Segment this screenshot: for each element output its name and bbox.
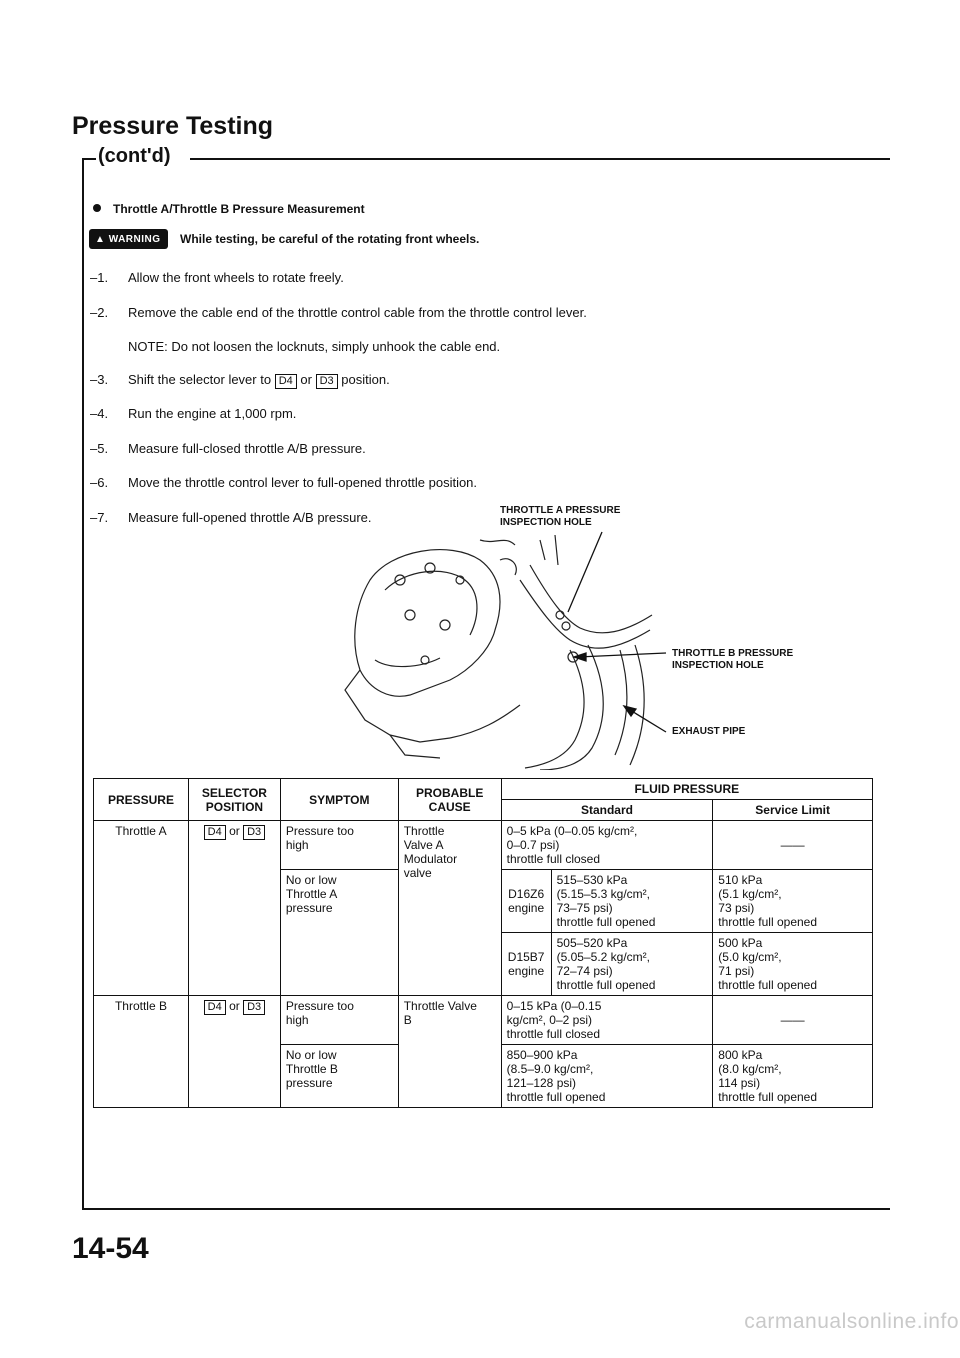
- step-7: –7. Measure full-opened throttle A/B pressure.: [90, 510, 372, 525]
- cell-standard-a1: 0–5 kPa (0–0.05 kg/cm², 0–0.7 psi) throttle full closed: [501, 821, 713, 870]
- bottom-rule: [82, 1208, 890, 1210]
- cell-limit-a3: 500 kPa (5.0 kg/cm², 71 psi) throttle full opened: [713, 933, 873, 996]
- step-2: –2. Remove the cable end of the throttle control cable from the throttle control lever.: [90, 305, 587, 320]
- cell-symptom-a2: No or low Throttle A pressure: [280, 870, 398, 996]
- cell-limit-b2: 800 kPa (8.0 kg/cm², 114 psi) throttle full opened: [713, 1045, 873, 1108]
- step-note: NOTE: Do not loosen the locknuts, simply unhook the cable end.: [128, 339, 501, 354]
- label-throttle-b-hole: THROTTLE B PRESSURE INSPECTION HOLE: [672, 648, 794, 671]
- cell-limit-b1: ——: [713, 996, 873, 1045]
- cell-standard-a3: 505–520 kPa (5.05–5.2 kg/cm², 72–74 psi) throttle full opened: [551, 933, 713, 996]
- cell-cause-a: Throttle Valve A Modulator valve: [398, 821, 501, 996]
- cell-symptom-b2: No or low Throttle B pressure: [280, 1045, 398, 1108]
- col-header-selector: SELECTOR POSITION: [188, 779, 280, 821]
- table-header-row: [94, 779, 873, 800]
- col-header-fluid-pressure: FLUID PRESSURE: [501, 779, 872, 800]
- bullet-icon: [93, 204, 101, 212]
- page-title: Pressure Testing: [72, 112, 274, 140]
- cell-limit-a2: 510 kPa (5.1 kg/cm², 73 psi) throttle full opened: [713, 870, 873, 933]
- cell-pressure-b: Throttle B: [94, 996, 189, 1108]
- key-d4: D4: [275, 374, 297, 389]
- cell-standard-b1: 0–15 kPa (0–0.15 kg/cm², 0–2 psi) throttle full closed: [501, 996, 713, 1045]
- col-header-cause: PROBABLE CAUSE: [398, 779, 501, 821]
- table-row: [94, 996, 873, 1045]
- col-header-service-limit: Service Limit: [713, 800, 873, 821]
- table-row: [94, 821, 873, 870]
- cell-limit-a1: ——: [713, 821, 873, 870]
- cell-standard-a2: 515–530 kPa (5.15–5.3 kg/cm², 73–75 psi) throttle full opened: [551, 870, 713, 933]
- col-header-pressure: PRESSURE: [94, 779, 189, 821]
- cell-symptom-b1: Pressure too high: [280, 996, 398, 1045]
- cell-pressure-a: Throttle A: [94, 821, 189, 996]
- key-d3: D3: [316, 374, 338, 389]
- step-1: –1. Allow the front wheels to rotate freely.: [90, 270, 344, 285]
- pressure-spec-table: [93, 778, 873, 1108]
- col-header-symptom: SYMPTOM: [280, 779, 398, 821]
- section-heading: Throttle A/Throttle B Pressure Measurement: [93, 202, 365, 216]
- header-rule: [190, 158, 890, 160]
- label-throttle-a-hole: THROTTLE A PRESSURE INSPECTION HOLE: [500, 505, 621, 528]
- cell-selector-b: D4 or D3: [188, 996, 280, 1108]
- warning-text: While testing, be careful of the rotating front wheels.: [180, 232, 480, 246]
- label-exhaust-pipe: EXHAUST PIPE: [672, 726, 746, 737]
- footer-watermark: carmanualsonline.info: [744, 1310, 959, 1333]
- cell-selector-a: D4 or D3: [188, 821, 280, 996]
- cell-engine-d16z6: D16Z6 engine: [501, 870, 551, 933]
- cell-standard-b2: 850–900 kPa (8.5–9.0 kg/cm², 121–128 psi) throttle full opened: [501, 1045, 713, 1108]
- cell-cause-b: Throttle Valve B: [398, 996, 501, 1108]
- bracket-top-left: [82, 158, 96, 160]
- step-4: –4. Run the engine at 1,000 rpm.: [90, 406, 297, 421]
- cell-engine-d15b7: D15B7 engine: [501, 933, 551, 996]
- cell-symptom-a1: Pressure too high: [280, 821, 398, 870]
- warning-icon: ▲: [95, 234, 106, 245]
- warning-badge: ▲ WARNING: [89, 229, 168, 249]
- col-header-standard: Standard: [501, 800, 713, 821]
- transmission-illustration: [330, 520, 680, 770]
- page-number: 14-54: [72, 1232, 149, 1265]
- step-5: –5. Measure full-closed throttle A/B pressure.: [90, 441, 366, 456]
- page-subtitle: (cont'd): [98, 145, 171, 167]
- step-3: –3. Shift the selector lever to D4 or D3 position.: [90, 372, 390, 387]
- step-6: –6. Move the throttle control lever to full-opened throttle position.: [90, 475, 478, 490]
